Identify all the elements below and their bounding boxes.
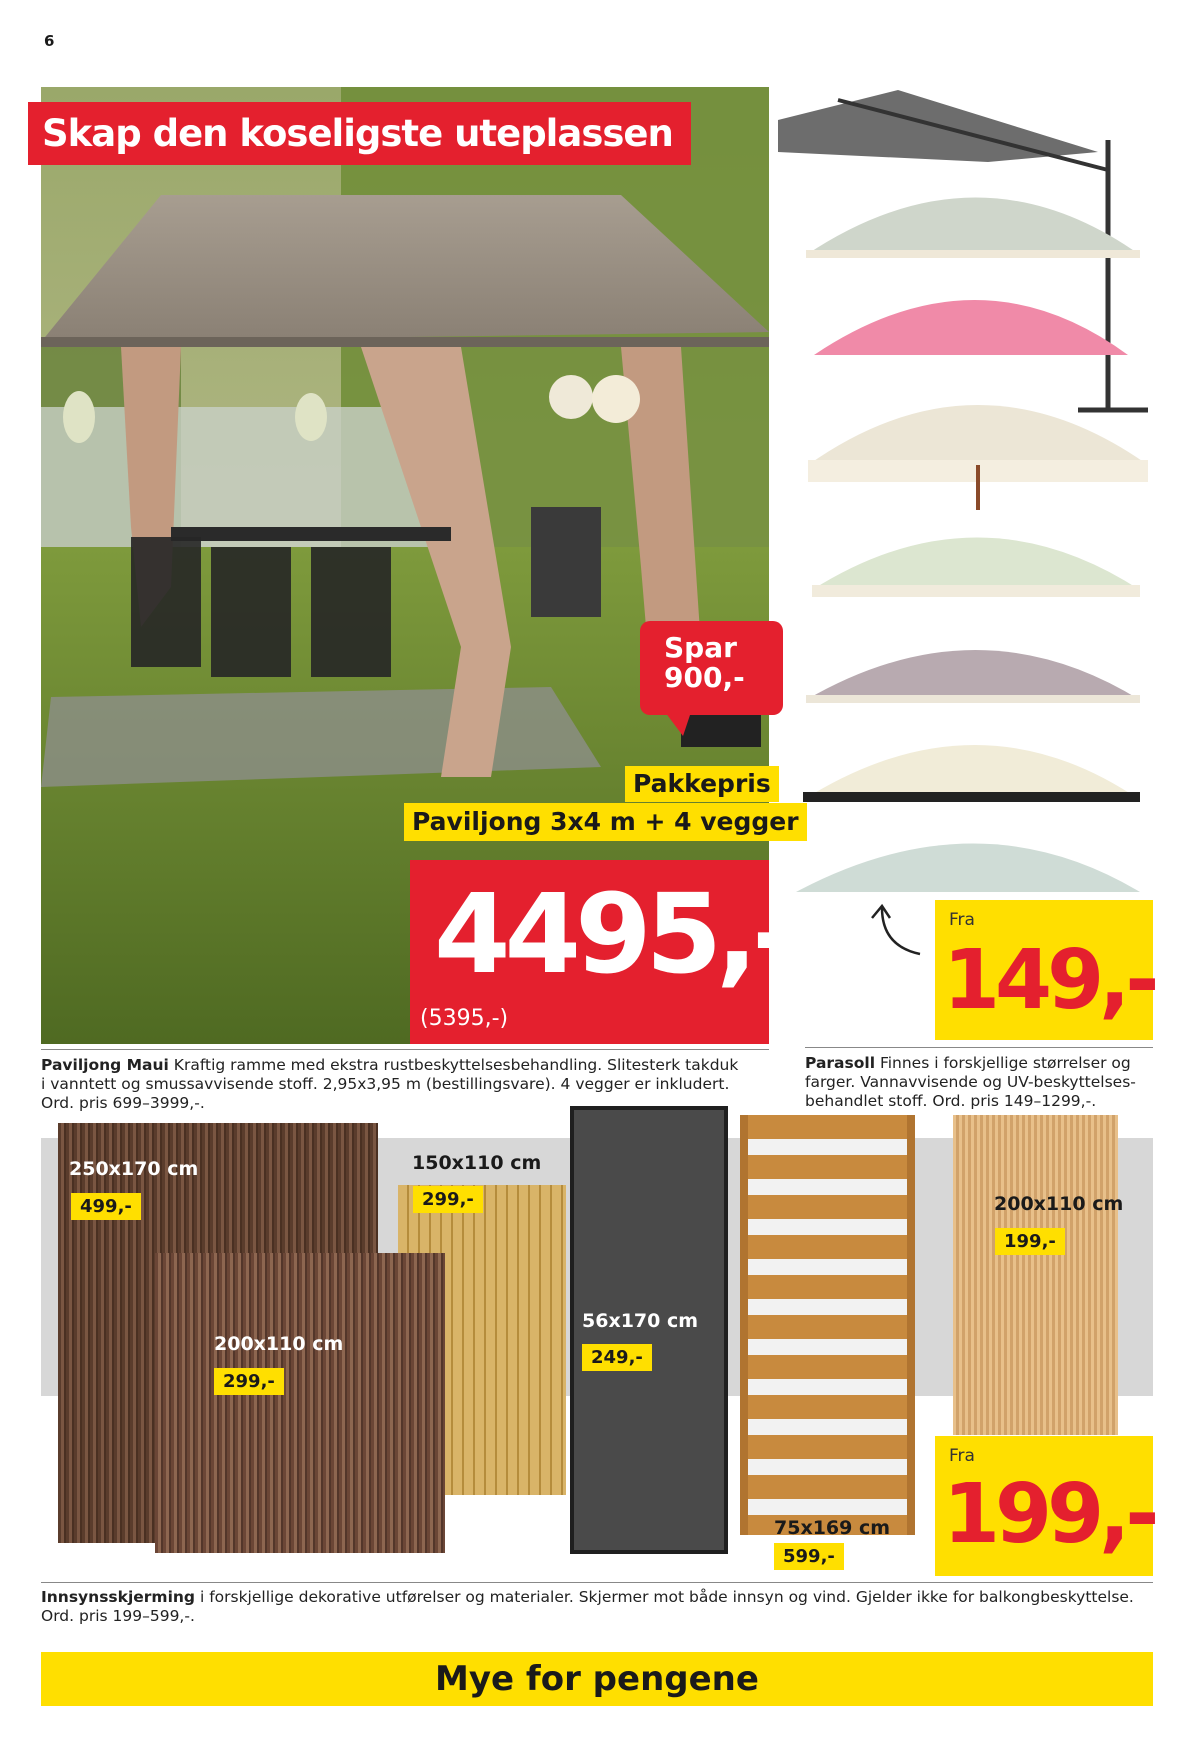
- package-product: Paviljong 3x4 m + 4 vegger: [404, 803, 807, 841]
- divider: [805, 1047, 1153, 1048]
- parasol-stack-image: [778, 80, 1160, 900]
- reed-screen: [953, 1115, 1118, 1435]
- parasol-description: [805, 1054, 1153, 1111]
- pavilion-ord-price: (5395,-): [420, 1006, 509, 1031]
- screen-size-6: 200x110 cm: [994, 1193, 1124, 1215]
- divider: [41, 1049, 769, 1050]
- screens-name: Innsynsskjerming: [41, 1588, 196, 1606]
- pavilion-price-box: [410, 860, 792, 1044]
- savings-amount: 900,-: [664, 661, 745, 694]
- parasol-from-label: Fra: [949, 910, 975, 930]
- footer-banner: Mye for pengene: [41, 1652, 1153, 1706]
- arrow-icon: [868, 902, 928, 966]
- screens-text: i forskjellige dekorative utførelser og materialer. Skjermer mot både innsyn og vind. Gjelder ikke for balkongbeskyttelse. Ord. pris 199–599,-.: [41, 1588, 1134, 1625]
- headline: Skap den koseligste uteplassen: [28, 102, 691, 165]
- parasol-text: Finnes i forskjellige størrelser og farger. Vannavvisende og UV-beskyttelses-behandlet stoff. Ord. pris 149–1299,-.: [805, 1054, 1136, 1110]
- screen-size-3: 200x110 cm: [214, 1333, 344, 1355]
- screens-description: [41, 1588, 1153, 1626]
- savings-badge: [640, 621, 783, 715]
- screen-size-1: 250x170 cm: [69, 1158, 199, 1180]
- screen-size-2: 150x110 cm: [412, 1152, 542, 1174]
- parasol-price: 149,-: [943, 933, 1155, 1028]
- screen-price-3: 299,-: [214, 1368, 284, 1395]
- pavilion-price: 4495,-: [434, 870, 792, 998]
- package-label: Pakkepris: [625, 766, 779, 802]
- savings-label: Spar: [664, 631, 737, 664]
- divider: [41, 1582, 1153, 1583]
- parasol-name: Parasoll: [805, 1054, 876, 1072]
- screens-from-label: Fra: [949, 1446, 975, 1466]
- screen-price-1: 499,-: [71, 1193, 141, 1220]
- screen-price-5: 599,-: [774, 1543, 844, 1570]
- screen-size-4: 56x170 cm: [582, 1310, 699, 1332]
- screen-size-5: 75x169 cm: [774, 1517, 891, 1539]
- page-number: 6: [44, 32, 55, 50]
- slat-screen: [740, 1115, 915, 1535]
- pavilion-text: Kraftig ramme med ekstra rustbeskyttelsesbehandling. Slitesterk takduk i vanntett og smussavvisende stoff. 2,95x3,95 m (bestillingsvare). 4 vegger er inkludert. Ord. pris 699–3999,-.: [41, 1056, 739, 1112]
- pavilion-name: Paviljong Maui: [41, 1056, 169, 1074]
- screen-price-4: 249,-: [582, 1344, 652, 1371]
- screens-price: 199,-: [943, 1467, 1155, 1562]
- screen-price-2: 299,-: [413, 1186, 483, 1213]
- savings-badge-tail: [665, 712, 691, 736]
- parasol-price-box: [935, 900, 1153, 1040]
- willow-screen-small: [155, 1253, 445, 1553]
- screen-price-6: 199,-: [995, 1228, 1065, 1255]
- pavilion-description: [41, 1056, 741, 1113]
- screens-price-box: [935, 1436, 1153, 1576]
